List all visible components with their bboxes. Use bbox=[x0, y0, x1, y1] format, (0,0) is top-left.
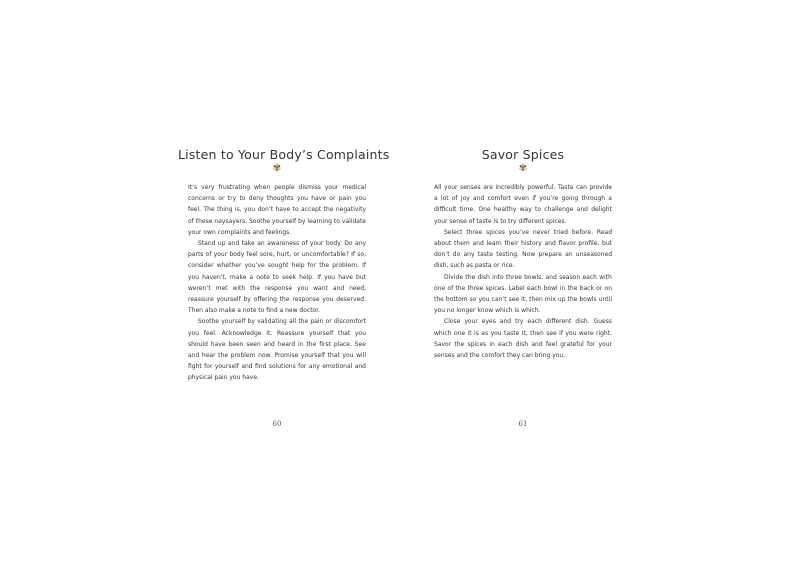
paragraph: All your senses are incredibly powerful. Taste can provide a lot of joy and comfort even if you’re going through a difficult time. One healthy way to challenge and delight your sense of taste is to try different spices. bbox=[434, 184, 612, 225]
paragraph: Select three spices you’ve never tried before. Read about them and learn their history and flavor profile, but don’t do any taste testing. Now prepare an unseasoned dish, such as pasta or rice. bbox=[434, 228, 612, 270]
right-page bbox=[434, 0, 612, 570]
left-page-body bbox=[188, 182, 366, 384]
page-number: 61 bbox=[518, 420, 528, 428]
right-page-body bbox=[434, 182, 612, 361]
paragraph: Soothe yourself by validating all the pain or discomfort you feel. Acknowledge it. Reassure yourself that you should have been seen and heard in the first place. See and hear the problem now. Promise yourself that you will fight for yourself and find solutions for any emotional and physical pain you have. bbox=[188, 318, 366, 382]
paragraph: Stand up and take an awareness of your body. Do any parts of your body feel sore, hurt, or uncomfortable? If so, consider whether you’ve sought help for the problem. If you haven’t, make a note to seek help. If you have but weren’t met with the response you want and need, reassure yourself by offering the response you deserved. Then also make a note to find a new doctor. bbox=[188, 240, 366, 315]
page-number: 60 bbox=[272, 420, 282, 428]
flower-ornament-icon: ✾ bbox=[272, 163, 282, 174]
flower-ornament-icon: ✾ bbox=[518, 163, 528, 174]
left-page-title: Listen to Your Body’s Complaints bbox=[178, 147, 390, 162]
paragraph: Divide the dish into three bowls, and season each with one of the three spices. Label each bowl in the back or on the bottom so you can’t see it, then mix up the bowls until you no longer know which is which. bbox=[434, 273, 612, 315]
paragraph: It’s very frustrating when people dismiss your medical concerns or try to deny thoughts you have or pain you feel. The thing is, you don’t have to accept the negativity of these naysayers. Soothe yourself by learning to validate your own complaints and feelings. bbox=[188, 184, 366, 236]
paragraph: Close your eyes and try each different dish. Guess which one it is as you taste it, then see if you were right. Savor the spices in each dish and feel grateful for your senses and the comfort they can bring you. bbox=[434, 318, 612, 360]
left-page bbox=[178, 0, 390, 570]
right-page-title: Savor Spices bbox=[481, 147, 565, 162]
